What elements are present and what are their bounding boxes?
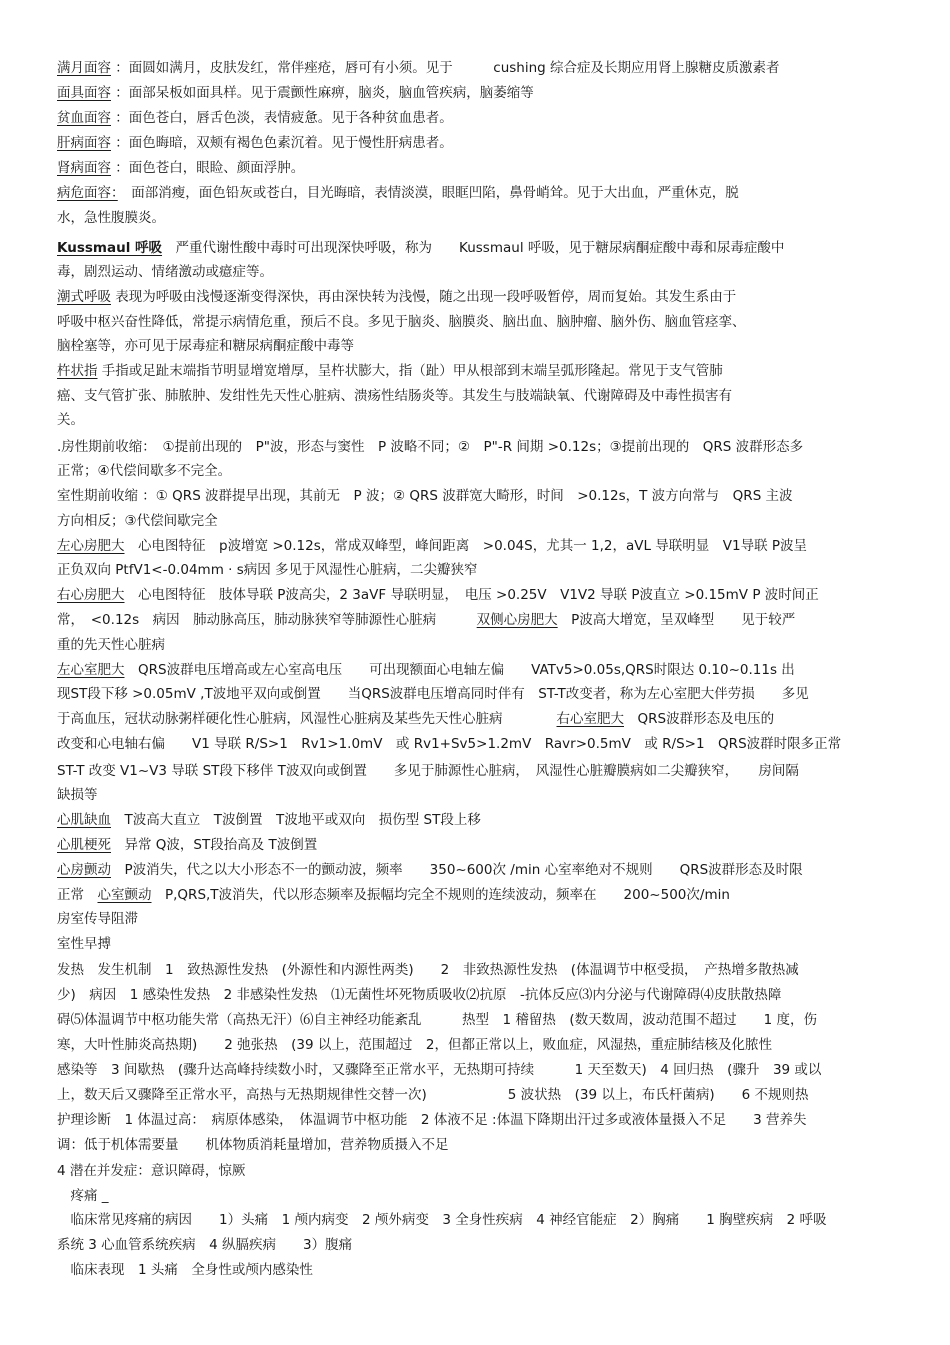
text-line: 房室传导阻滞 (57, 911, 138, 927)
text-line: 水，急性腹膜炎。 (57, 210, 165, 226)
text-line: 毒，剧烈运动、情绪激动或癔症等。 (57, 264, 273, 280)
text-line: 心肌梗死 异常 Q波，ST段抬高及 T波倒置 (57, 837, 318, 853)
text-line: 心房颤动 P波消失，代之以大小形态不一的颤动波，频率 350~600次 /min 心室率绝对不规则 QRS波群形态及时限 (57, 862, 803, 878)
text-line: 室性期前收缩 ：① QRS 波群提早出现，其前无 P 波；② QRS 波群宽大畸形，时间 >0.12s，T 波方向常与 QRS 主波 (57, 488, 793, 504)
text-line: .房性期前收缩： ①提前出现的 P"波，形态与窦性 P 波略不同；② P"-R 间期 >0.12s；③提前出现的 QRS 波群形态多 (57, 439, 804, 455)
text-line: 正常；④代偿间歇多不完全。 (57, 463, 232, 479)
text-line: 肾病面容 ：面色苍白，眼睑、颜面浮肿。 (57, 160, 305, 176)
text-line: 系统 3 心血管系统疾病 4 纵膈疾病 3）腹痛 (57, 1237, 353, 1253)
text-line: 左心室肥大 QRS波群电压增高或左心室高电压 可出现额面心电轴左偏 VATv5>0.05s,QRS时限达 0.10~0.11s 出 (57, 662, 795, 678)
text-line: 于高血压，冠状动脉粥样硬化性心脏病，风湿性心脏病及某些先天性心脏病 右心室肥大 QRS波群形态及电压的 (57, 711, 775, 727)
term-heading: Kussmaul 呼吸 (57, 240, 163, 256)
text-line: 左心房肥大 心电图特征 p波增宽 >0.12s，常成双峰型，峰间距离 >0.04S，尤其一 1,2，aVL 导联明显 V1导联 P波呈 (57, 538, 808, 554)
text-line: 满月面容 ：面圆如满月，皮肤发红，常伴痤疮，唇可有小须。见于 cushing 综合症及长期应用肾上腺糖皮质激素者 (57, 60, 780, 76)
text-line: 上，数天后又骤降至正常水平，高热与无热期规律性交替一次) 5 波状热 (39 以上，布氏杆菌病) 6 不规则热 (57, 1087, 809, 1103)
term-heading: 贫血面容 (57, 110, 111, 126)
term-heading: 左心房肥大 (57, 538, 125, 554)
text-line: 感染等 3 间歇热 (骤升达高峰持续数小时，又骤降至正常水平，无热期可持续 1 天至数天) 4 回归热 (骤升 39 或以 (57, 1062, 822, 1078)
text-line: 4 潜在并发症：意识障碍，惊厥 (57, 1163, 246, 1179)
term-heading: 双侧心房肥大 (476, 612, 558, 628)
text-line: 发热 发生机制 1 致热源性发热 (外源性和内源性两类) 2 非致热源性发热 (体温调节中枢受损， 产热增多散热减 (57, 962, 799, 978)
text-line: 潮式呼吸 表现为呼吸由浅慢逐渐变得深快，再由深快转为浅慢，随之出现一段呼吸暂停，周而复始。其发生系由于 (57, 289, 737, 305)
term-heading: 肾病面容 (57, 160, 111, 176)
term-heading: 满月面容 (57, 60, 111, 76)
text-line: 呼吸中枢兴奋性降低，常提示病情危重，预后不良。多见于脑炎、脑膜炎、脑出血、脑肿瘤、脑外伤、脑血管痉挛、 (57, 314, 746, 330)
term-heading: 肝病面容 (57, 135, 111, 151)
text-line: 脑栓塞等，亦可见于尿毒症和糖尿病酮症酸中毒等 (57, 338, 354, 354)
term-heading: 心肌缺血 (57, 812, 111, 828)
term-heading: 心肌梗死 (57, 837, 111, 853)
text-line: 现ST段下移 >0.05mV ,T波地平双向或倒置 当QRS波群电压增高同时伴有 ST-T改变者，称为左心室肥大伴劳损 多见 (57, 686, 809, 702)
text-line: 缺损等 (57, 787, 98, 803)
text-line: 临床表现 1 头痛 全身性或颅内感染性 (57, 1262, 313, 1278)
text-line: 方向相反；③代偿间歇完全 (57, 513, 218, 529)
text-line: 碍⑸体温调节中枢功能失常（高热无汗）⑹自主神经功能紊乱 热型 1 稽留热 (数天数周，波动范围不超过 1 度，伤 (57, 1012, 818, 1028)
term-heading: 面具面容 (57, 85, 111, 101)
text-line: 寒，大叶性肺炎高热期) 2 弛张热 (39 以上，范围超过 2，但都正常以上，败血症，风湿热，重症肺结核及化脓性 (57, 1037, 772, 1053)
text-line: 室性早搏 (57, 936, 111, 952)
text-line: 关。 (57, 412, 84, 428)
text-line: 正常 心室颤动 P,QRS,T波消失，代以形态频率及振幅均完全不规则的连续波动，频率在 200~500次/min (57, 887, 730, 903)
text-line: 调：低于机体需要量 机体物质消耗量增加，营养物质摄入不足 (57, 1137, 449, 1153)
text-line: 护理诊断 1 体温过高： 病原体感染， 体温调节中枢功能 2 体液不足 :体温下降期出汗过多或液体量摄入不足 3 营养失 (57, 1112, 807, 1128)
term-heading: 右心室肥大 (556, 711, 624, 727)
text-line: 心肌缺血 T波高大直立 T波倒置 T波地平或双向 损伤型 ST段上移 (57, 812, 481, 828)
text-line: 肝病面容 ：面色晦暗，双颊有褐色色素沉着。见于慢性肝病患者。 (57, 135, 453, 151)
term-heading: 潮式呼吸 (57, 289, 111, 305)
text-line: 癌、支气管扩张、肺脓肿、发绀性先天性心脏病、溃疡性结肠炎等。其发生与肢端缺氧、代谢障碍及中毒性损害有 (57, 388, 732, 404)
text-line: 常， <0.12s 病因 肺动脉高压，肺动脉狭窄等肺源性心脏病 双侧心房肥大 P波高大增宽，呈双峰型 见于较严 (57, 612, 796, 628)
text-line: 贫血面容 ：面色苍白，唇舌色淡，表情疲惫。见于各种贫血患者。 (57, 110, 453, 126)
text-line: Kussmaul 呼吸 严重代谢性酸中毒时可出现深快呼吸，称为 Kussmaul 呼吸，见于糖尿病酮症酸中毒和尿毒症酸中 (57, 240, 785, 256)
text-line: 正负双向 PtfV1<-0.04mm · s病因 多见于风湿性心脏病，二尖瓣狭窄 (57, 562, 478, 578)
text-line: 右心房肥大 心电图特征 肢体导联 P波高尖，2 3aVF 导联明显， 电压 >0.25V V1V2 导联 P波直立 >0.15mV P 波时间正 (57, 587, 819, 603)
text-line: ST-T 改变 V1~V3 导联 ST段下移伴 T波双向或倒置 多见于肺源性心脏病， 风湿性心脏瓣膜病如二尖瓣狭窄， 房间隔 (57, 763, 799, 779)
term-heading: 杵状指 (57, 363, 98, 379)
text-line: 面具面容 ：面部呆板如面具样。见于震颤性麻痹，脑炎，脑血管疾病，脑萎缩等 (57, 85, 534, 101)
text-line: 改变和心电轴右偏 V1 导联 R/S>1 Rv1>1.0mV 或 Rv1+Sv5>1.2mV Ravr>0.5mV 或 R/S>1 QRS波群时限多正常 (57, 736, 842, 752)
text-line: 病危面容： 面部消瘦，面色铅灰或苍白，目光晦暗，表情淡漠，眼眶凹陷，鼻骨峭耸。见于大出血，严重休克，脱 (57, 185, 739, 201)
text-line: 少) 病因 1 感染性发热 2 非感染性发热 ⑴无菌性坏死物质吸收⑵抗原 -抗体反应⑶内分泌与代谢障碍⑷皮肤散热障 (57, 987, 782, 1003)
term-heading: 心室颤动 (97, 887, 152, 903)
term-heading: 病危面容： (57, 185, 118, 201)
text-line: 杵状指 手指或足趾末端指节明显增宽增厚，呈杵状膨大，指（趾）甲从根部到末端呈弧形隆起。常见于支气管肺 (57, 363, 723, 379)
term-heading: 右心房肥大 (57, 587, 125, 603)
text-line: 临床常见疼痛的病因 1）头痛 1 颅内病变 2 颅外病变 3 全身性疾病 4 神经官能症 2）胸痛 1 胸壁疾病 2 呼吸 (57, 1212, 827, 1228)
term-heading: 左心室肥大 (57, 662, 125, 678)
text-line: 重的先天性心脏病 (57, 637, 165, 653)
term-heading: 心房颤动 (57, 862, 111, 878)
text-line: 疼痛 _ (57, 1188, 109, 1204)
